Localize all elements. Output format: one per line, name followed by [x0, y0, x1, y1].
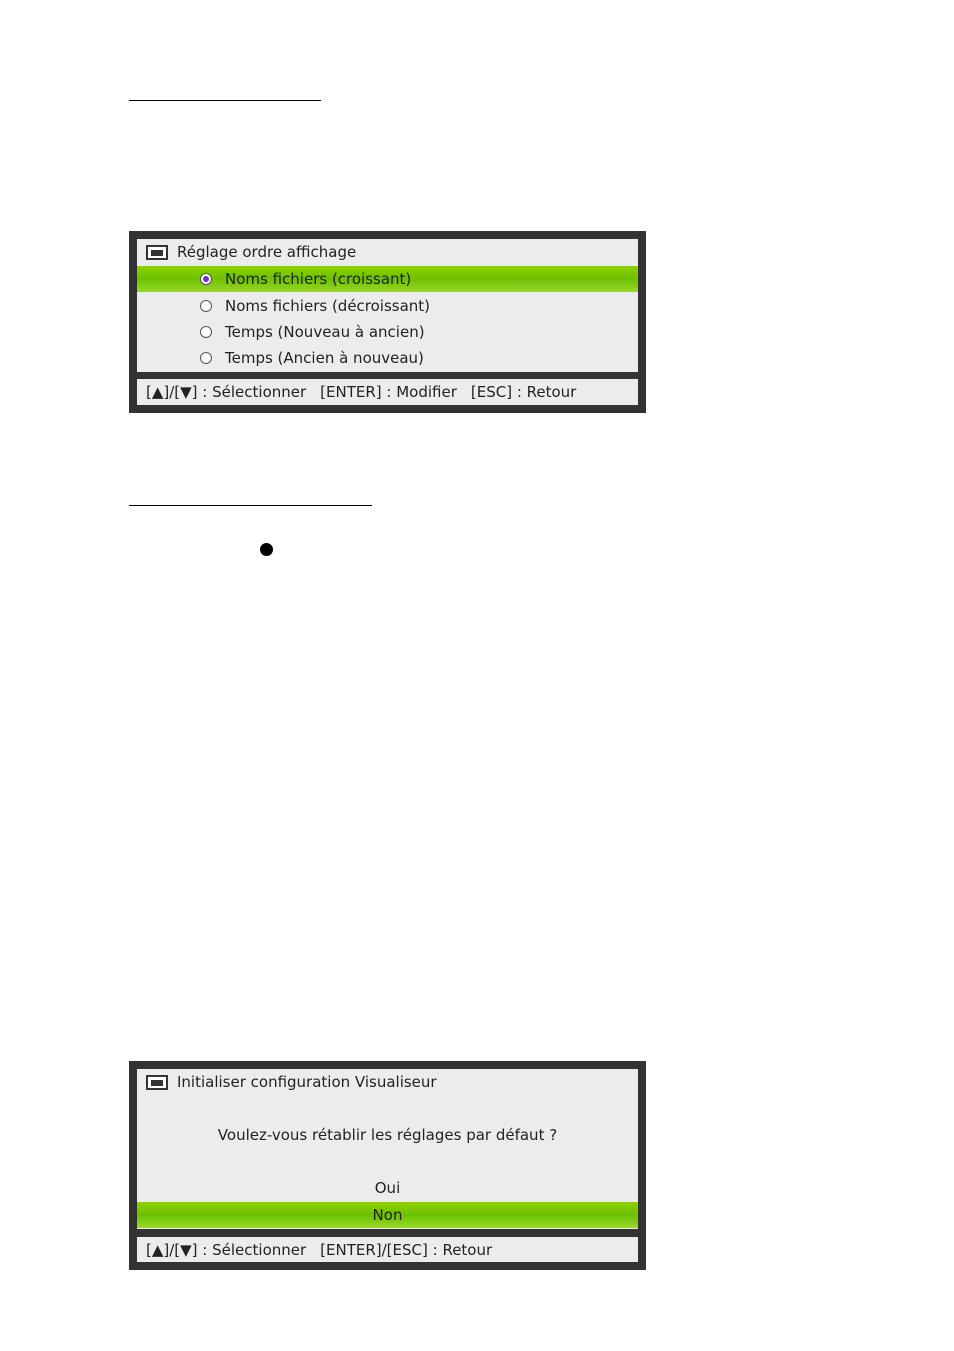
display-order-panel	[137, 239, 638, 372]
radio-empty-icon	[200, 326, 212, 338]
radio-empty-icon	[200, 300, 212, 312]
option-time-old-to-new[interactable]	[137, 345, 638, 371]
reset-config-panel	[137, 1069, 638, 1229]
question-text: Voulez-vous rétablir les réglages par défaut ?	[217, 1126, 558, 1144]
dialog-title-row	[137, 239, 638, 265]
hint-enter-esc: [ENTER]/[ESC] : Retour	[320, 1240, 493, 1259]
section-rule-2	[129, 505, 372, 506]
reset-config-screen	[129, 1061, 646, 1270]
option-no-label: Non	[372, 1206, 403, 1224]
dialog-title-row	[137, 1069, 638, 1095]
confirm-question	[137, 1122, 638, 1148]
bullet-icon	[260, 543, 273, 556]
hint-select: [▲]/[▼] : Sélectionner	[146, 383, 307, 401]
dialog-title: Initialiser configuration Visualiseur	[177, 1073, 437, 1091]
radio-selected-icon	[200, 273, 212, 285]
radio-empty-icon	[200, 352, 212, 364]
option-time-new-to-old[interactable]	[137, 319, 638, 345]
hint-select: [▲]/[▼] : Sélectionner	[146, 1240, 307, 1259]
dialog-title: Réglage ordre affichage	[177, 243, 357, 261]
section-rule-1	[129, 100, 321, 101]
viewer-icon	[146, 1075, 168, 1090]
option-label: Noms fichiers (décroissant)	[225, 297, 431, 315]
hint-enter: [ENTER] : Modifier	[320, 383, 457, 401]
viewer-icon	[146, 245, 168, 260]
option-no[interactable]	[137, 1202, 638, 1228]
option-filename-descending[interactable]	[137, 293, 638, 319]
option-filename-ascending[interactable]	[137, 266, 638, 292]
option-yes-label: Oui	[374, 1179, 401, 1197]
key-hint-footer	[137, 379, 638, 405]
option-label: Temps (Ancien à nouveau)	[225, 349, 424, 367]
hint-esc: [ESC] : Retour	[470, 383, 577, 401]
option-yes[interactable]	[137, 1175, 638, 1201]
display-order-screen	[129, 231, 646, 413]
option-label: Temps (Nouveau à ancien)	[225, 323, 425, 341]
key-hint-footer	[137, 1237, 638, 1262]
option-label: Noms fichiers (croissant)	[225, 270, 412, 288]
